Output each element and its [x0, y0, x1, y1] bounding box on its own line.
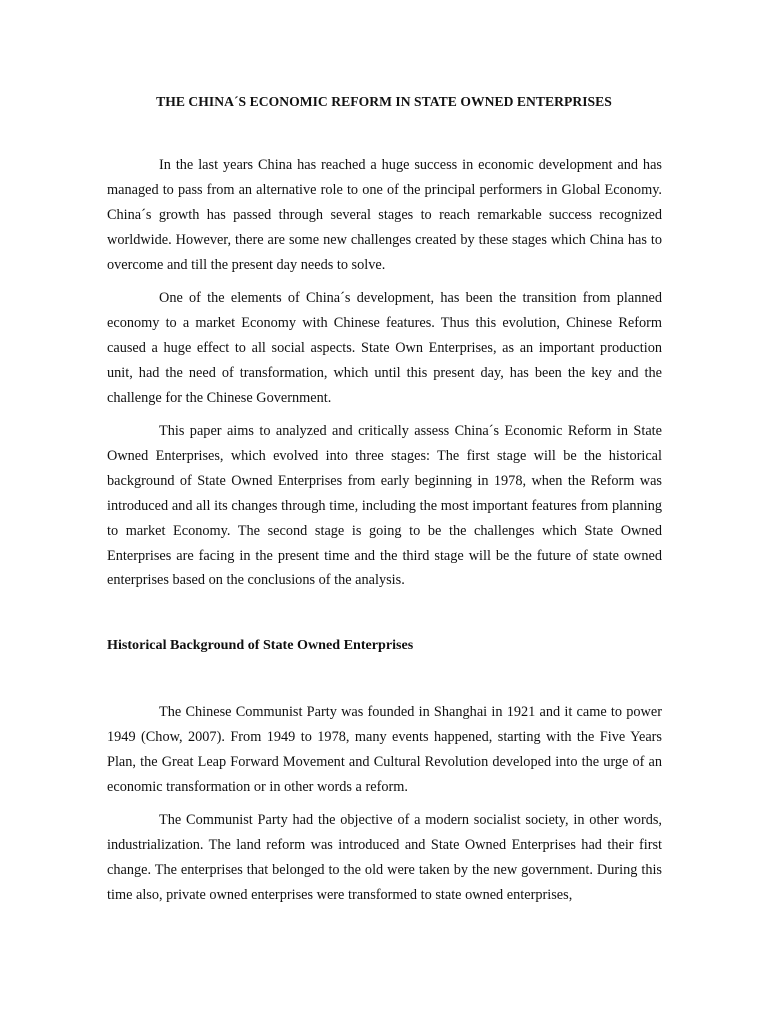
section-paragraph-2: The Communist Party had the objective of a modern socialist society, in other words, industrialization. The land reform was introduced and State Owned Enterprises had their first change. The enterprises that belonged to the old were taken by the new government. During this time also, private owned enterprises were transformed to state owned enterprises,: [107, 812, 662, 903]
section-paragraph-1: The Chinese Communist Party was founded in Shanghai in 1921 and it came to power 1949 (Chow, 2007). From 1949 to 1978, many events happened, starting with the Five Years Plan, the Great Leap Forward Movement and Cultural Revolution developed into the urge of an economic transformation or in other words a reform.: [107, 704, 662, 795]
section-heading: Historical Background of State Owned Enterprises: [107, 637, 414, 653]
intro-paragraph-2: One of the elements of China´s development, has been the transition from planned economy to a market Economy with Chinese features. Thus this evolution, Chinese Reform caused a huge effect to all social aspects. State Own Enterprises, as an important production unit, had the need of transformation, which until this present day, has been the key and the challenge for the Chinese Government.: [107, 290, 662, 406]
intro-paragraph-1: In the last years China has reached a huge success in economic development and has managed to pass from an alternative role to one of the principal performers in Global Economy. China´s growth has passed through several stages to reach remarkable success recognized worldwide. However, there are some new challenges created by these stages which China has to overcome and till the present day needs to solve.: [107, 157, 662, 273]
document-title: THE CHINA´S ECONOMIC REFORM IN STATE OWNED ENTERPRISES: [156, 94, 612, 109]
intro-paragraph-3: This paper aims to analyzed and critically assess China´s Economic Reform in State Owned Enterprises, which evolved into three stages: The first stage will be the historical background of State Owned Enterprises from early beginning in 1978, when the Reform was introduced and all its changes through time, including the most important features from planning to market Economy. The second stage is going to be the challenges which State Owned Enterprises are facing in the present time and the third stage will be the future of state owned enterprises based on the conclusions of the analysis.: [107, 423, 662, 589]
